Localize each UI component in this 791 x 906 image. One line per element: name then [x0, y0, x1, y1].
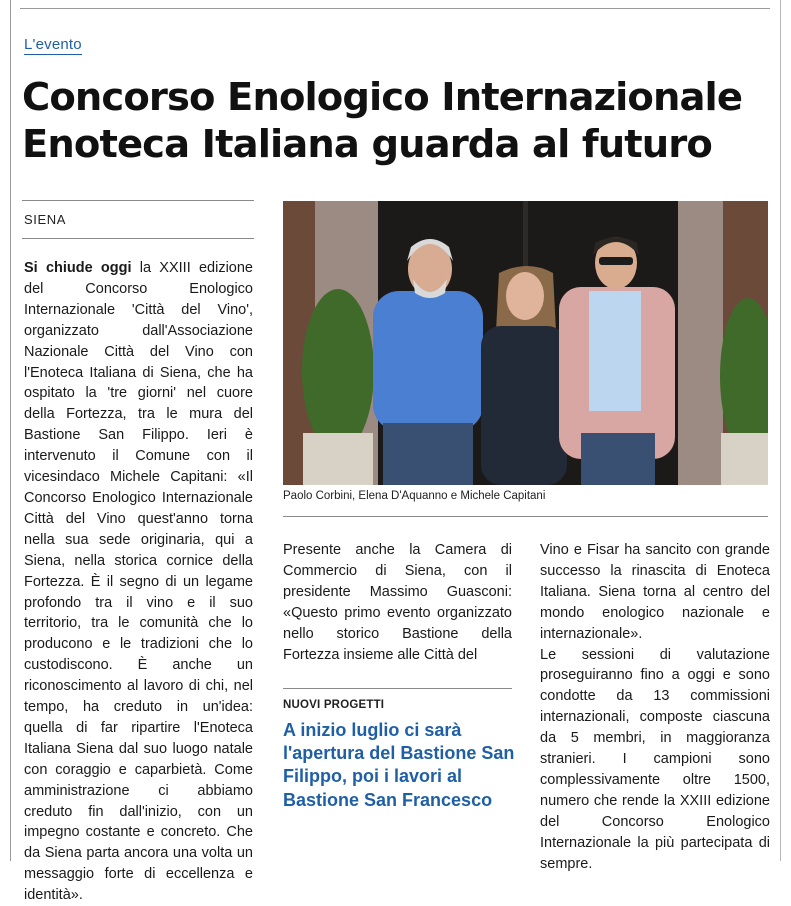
column-1-text: la XXIII edizione del Concorso Enologico Internazionale 'Città del Vino', organizzato dall'Associazione Nazionale Città del Vino con l'Enoteca Italiana di Siena, che ha ospitato la 'tre giorni' nel cuore della Fortezza, tra le mura del Bastione San Filippo. Ieri è intervenuto il Comune con il vicesindaco Michele Capitani: «Il Concorso Enologico Internazionale Città del Vino quest'anno torna nella sua sede originaria, qui a Siena, nella storica cornice della Fortezza. È il segno di un legame profondo tra il vino e il suo territorio, tra le comunità che lo producono e le tradizioni che lo custodiscono. È anche un riconoscimento al lavoro di chi, nel tempo, ha creduto in un'idea: quella di far ripartire l'Enoteca Italiana Siena dal suo luogo natale con coraggio e caparbietà. Come amministrazione ci abbiamo creduto fin dall'inizio, con un impegno costante e concreto. Che da Siena parta ancora una volta un messaggio forte di eccellenza e identità». — [24, 260, 253, 904]
article-column-3 — [540, 540, 770, 875]
column-1-paragraph — [24, 258, 253, 906]
page-left-border — [10, 0, 11, 861]
dateline-rule-bottom — [22, 238, 254, 239]
article-column-2 — [283, 540, 512, 665]
plant-left — [302, 289, 374, 485]
headline-line-2: Enoteca Italiana guarda al futuro — [22, 122, 712, 167]
top-rule — [20, 8, 770, 9]
column-3-paragraph-1: Vino e Fisar ha sancito con grande successo la rinascita di Enoteca Italiana. Siena torna al centro del mondo enologico nazionale e internazionale». — [540, 542, 770, 642]
dateline: SIENA — [24, 212, 67, 227]
article-photo — [283, 201, 768, 485]
box-rule — [283, 688, 512, 689]
box-title: A inizio luglio ci sarà l'apertura del Bastione San Filippo, poi i lavori al Bastione San Francesco — [283, 720, 515, 810]
article-headline — [22, 74, 782, 168]
section-kicker: L'evento — [24, 36, 82, 53]
lead-in: Si chiude oggi — [24, 260, 132, 276]
dateline-rule-top — [22, 200, 254, 201]
column-2-text: Presente anche la Camera di Commercio di Siena, con il presidente Massimo Guasconi: «Questo primo evento organizzato nello storico Bastione della Fortezza insieme alle Città del — [283, 542, 512, 663]
article-column-1 — [24, 258, 253, 906]
column-3-paragraph-2: Le sessioni di valutazione proseguiranno fino a oggi e sono condotte da 13 commissioni internazionali, composte ciascuna da 5 membri, in maggioranza stranieri. I campioni sono complessivamente oltre 1500, numero che rende la XXIII edizione del Concorso Enologico Internazionale la più partecipata di sempre. — [540, 646, 770, 872]
photo-illustration — [283, 201, 768, 485]
caption-rule — [283, 516, 768, 517]
plant-right — [720, 298, 768, 485]
headline-line-1: Concorso Enologico Internazionale — [22, 75, 743, 120]
photo-caption: Paolo Corbini, Elena D'Aquanno e Michele Capitani — [283, 490, 546, 502]
box-label: NUOVI PROGETTI — [283, 699, 385, 711]
